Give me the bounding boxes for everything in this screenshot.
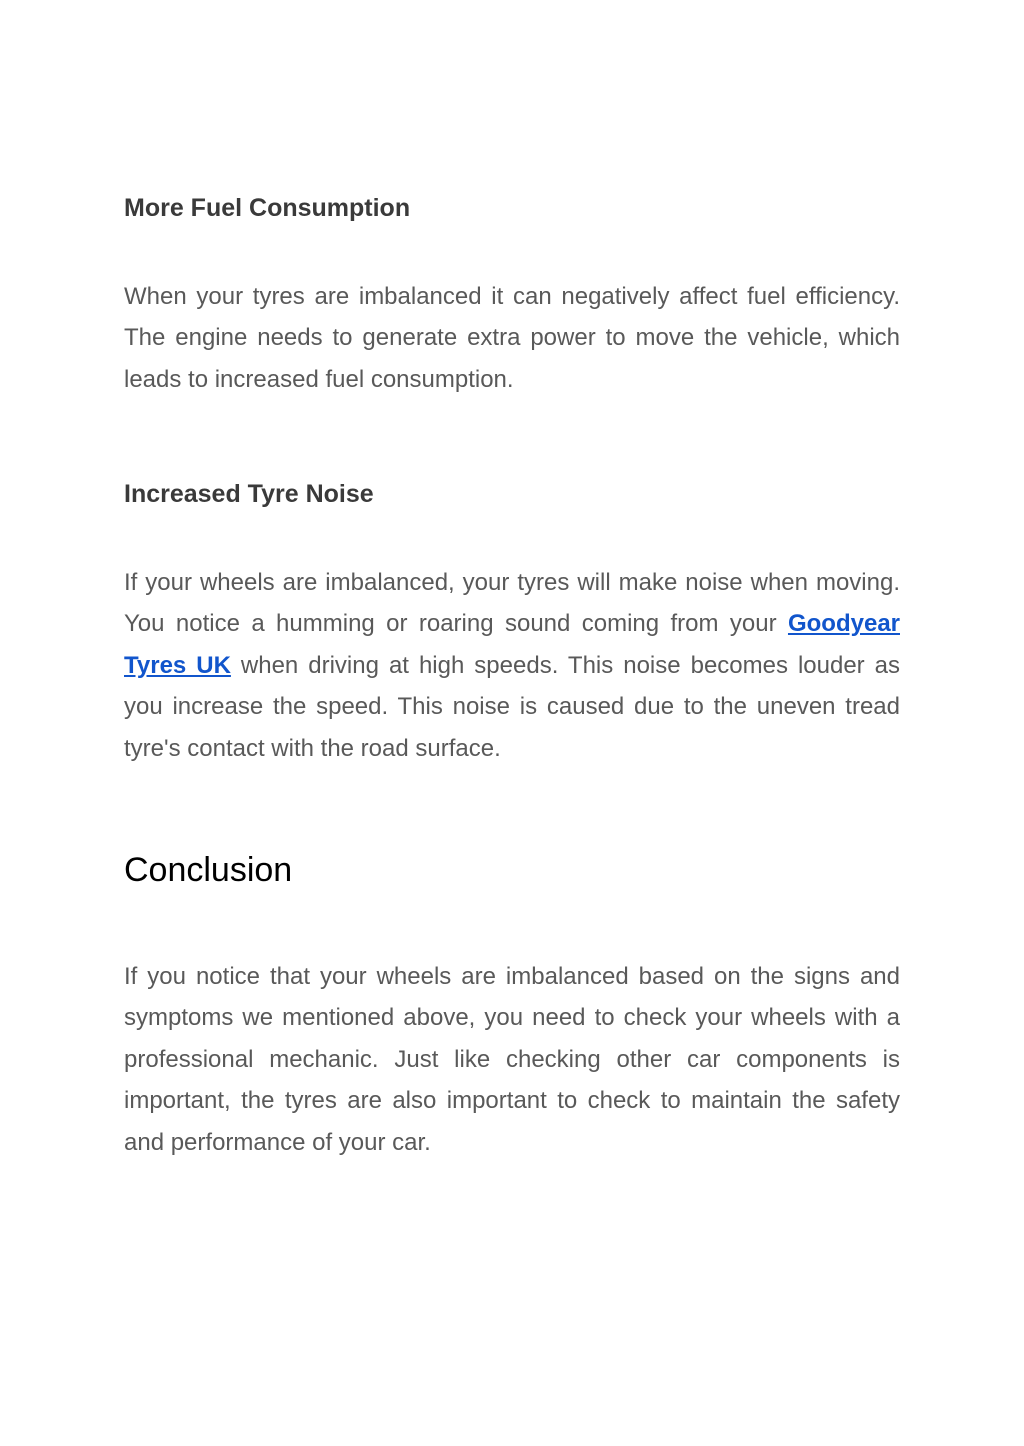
section-title-tyre-noise: Increased Tyre Noise — [124, 480, 374, 508]
section-body-fuel-consumption: When your tyres are imbalanced it can negatively affect fuel efficiency. The engine needs to generate extra power to move the vehicle, which leads to increased fuel consumption. — [124, 283, 900, 393]
conclusion-heading: Conclusion — [124, 851, 293, 889]
tyre-noise-text-before: If your wheels are imbalanced, your tyres will make noise when moving. You notice a humming or roaring sound coming from your — [124, 569, 900, 638]
section-body-tyre-noise — [124, 562, 900, 769]
tyre-noise-text-after: when driving at high speeds. This noise becomes louder as you increase the speed. This noise is caused due to the uneven tread tyre's contact with the road surface. — [124, 651, 901, 762]
section-title-fuel-consumption: More Fuel Consumption — [124, 194, 411, 222]
goodyear-tyres-uk-link[interactable]: Goodyear Tyres UK — [124, 610, 900, 679]
conclusion-body: If you notice that your wheels are imbalanced based on the signs and symptoms we mentioned above, you need to check your wheels with a professional mechanic. Just like checking other car components is important, the tyres are also important to check to maintain the safety and performance of your car. — [124, 963, 900, 1156]
